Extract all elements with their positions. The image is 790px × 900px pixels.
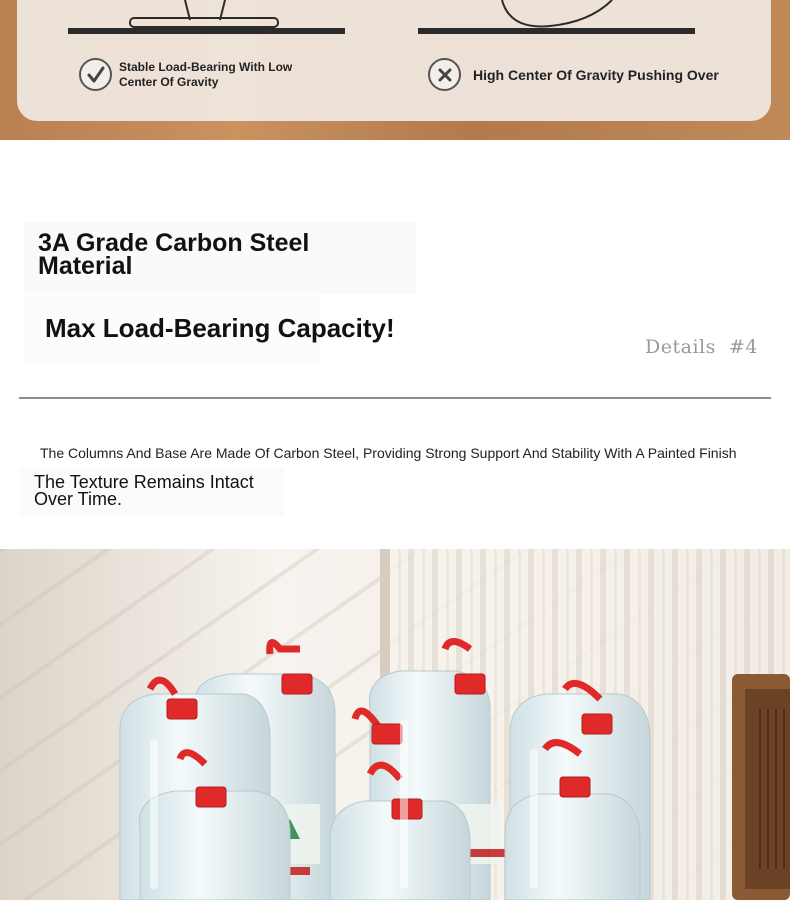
- comparison-good: [79, 58, 319, 91]
- section-subtitle-box: [24, 293, 395, 365]
- unstable-baseline: [418, 28, 695, 34]
- stable-stand-illustration: [50, 0, 330, 40]
- details-text: Details: [645, 336, 716, 358]
- comparison-bad: [428, 58, 719, 91]
- comparison-bad-label: High Center Of Gravity Pushing Over: [473, 66, 719, 83]
- comparison-banner: [0, 0, 790, 140]
- check-icon: [79, 58, 112, 91]
- comparison-good-label: Stable Load-Bearing With Low Center Of Gravity: [119, 59, 293, 89]
- details-label: [645, 336, 758, 358]
- water-bottles-image: [0, 549, 790, 900]
- section-subtitle: Max Load-Bearing Capacity!: [45, 313, 395, 343]
- section-divider: [19, 397, 771, 399]
- cross-icon: [428, 58, 461, 91]
- description-line-1: The Columns And Base Are Made Of Carbon Steel, Providing Strong Support And Stability With A Painted Finish: [40, 445, 737, 461]
- section-title: 3A Grade Carbon Steel Material: [24, 222, 416, 294]
- description-line-2: The Texture Remains Intact Over Time.: [19, 468, 284, 516]
- product-photo: [0, 549, 790, 900]
- stable-baseline: [68, 28, 345, 34]
- details-number: #4: [728, 336, 758, 358]
- tipping-object-illustration: [400, 0, 680, 40]
